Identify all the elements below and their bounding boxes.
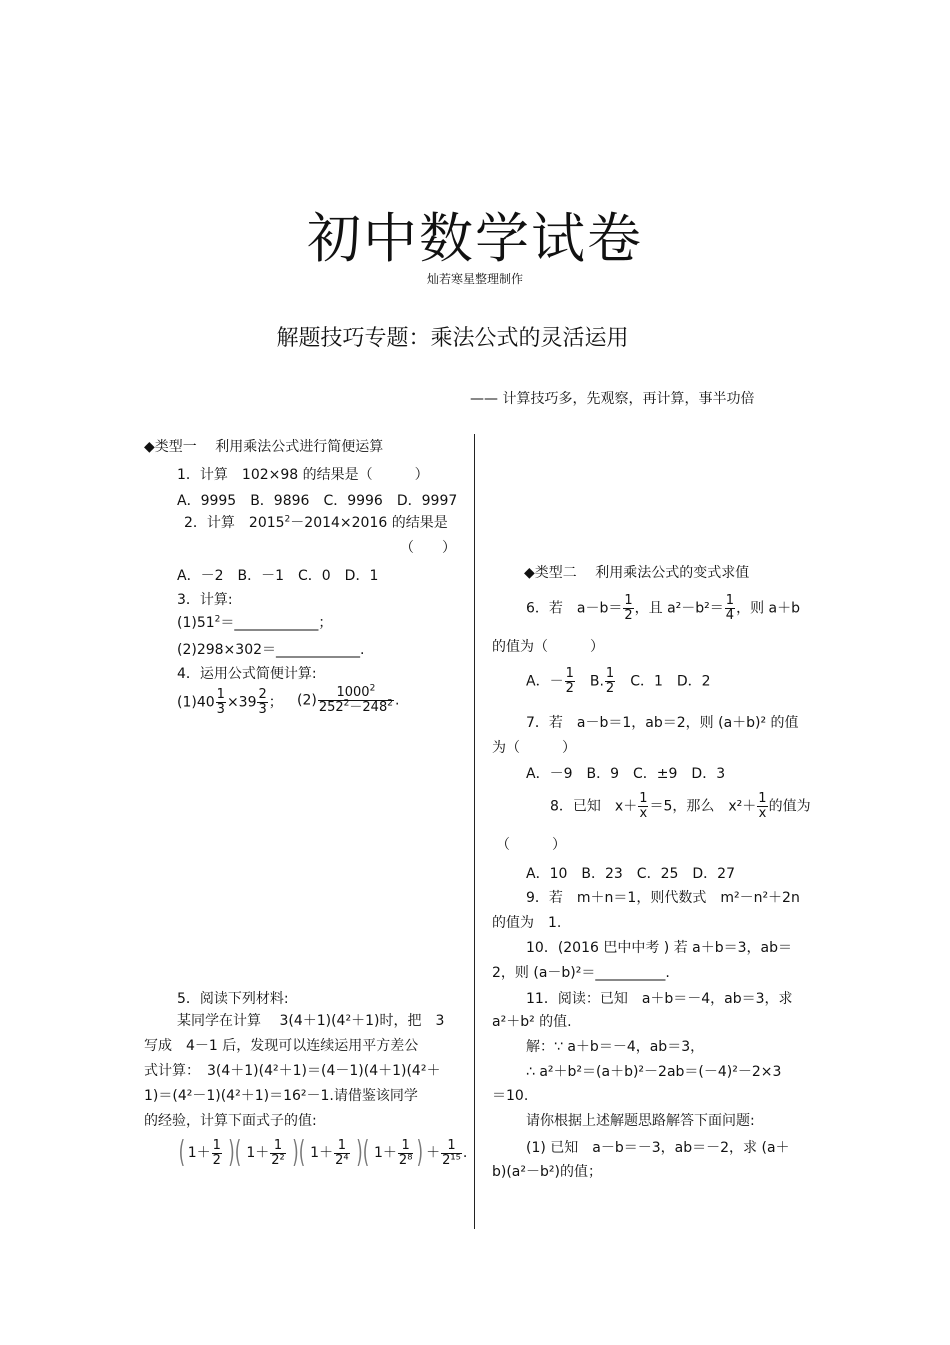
question-5-para-1: 某同学在计算 3(4＋1)(4²＋1)时，把 3 (177, 1013, 445, 1029)
question-11-solution-3: ＝10. (492, 1088, 529, 1104)
question-8-tail: （ ） (496, 837, 566, 853)
question-1: 1．计算 102×98 的结果是（ ） (177, 467, 429, 483)
question-8: 8．已知 x＋ $\frac{1}{x}$ ＝5，那么 x²＋ $\frac{1}{x}$ 的值为 (550, 791, 811, 821)
motto: —— 计算技巧多，先观察，再计算，事半功倍 (470, 391, 755, 407)
question-6-options: A．－ $\frac{1}{2}$ B. $\frac{1}{2}$ C．1 D．2 (526, 666, 711, 696)
question-2: 2．计算 $2015^2-2014\times 2016$ 的结果是 (184, 514, 448, 531)
question-3: 3．计算: (177, 592, 233, 608)
maker-credit: 灿若寒星整理制作 (426, 272, 523, 286)
question-5-para-5: 的经验，计算下面式子的值: (144, 1113, 317, 1129)
question-5-para-2: 写成 4－1 后，发现可以连续运用平方差公 (144, 1038, 419, 1054)
question-2-options: A．－2 B．－1 C．0 D．1 (177, 568, 379, 584)
question-4-1: (1)40 $\frac{1}{3}$ ×39 $\frac{2}{3}$ ； (177, 687, 283, 717)
column-divider (474, 434, 475, 1229)
type2-header: ◆类型二 利用乘法公式的变式求值 (524, 565, 750, 581)
question-4: 4．运用公式简便计算: (177, 666, 317, 682)
question-7-tail: 为（ ） (492, 740, 576, 756)
question-4-2: (2) $\frac{1000^2}{252^2-248^2}$ . (297, 683, 400, 715)
question-1-options: A．9995 B．9896 C．9996 D．9997 (177, 493, 458, 509)
question-9: 9．若 m＋n＝1，则代数式 m²－n²＋2n (526, 890, 800, 906)
question-5-para-4: 1)＝(4²－1)(4²＋1)＝16²－1.请借鉴该同学 (144, 1088, 418, 1104)
question-6: 6．若 a－b＝ $\frac{1}{2}$ ，且 a²－b²＝ $\frac{1}{4}$ ，则 a＋b (526, 593, 800, 623)
question-8-options: A．10 B．23 C．25 D．27 (526, 866, 735, 882)
topic-title: 解题技巧专题：乘法公式的灵活运用 (276, 326, 629, 351)
question-11-line-2: a²＋b² 的值. (492, 1014, 572, 1030)
question-10: 10．(2016 巴中中考 ) 若 a＋b＝3，ab＝ (526, 940, 793, 956)
question-11-instruction: 请你根据上述解题思路解答下面问题: (526, 1113, 755, 1129)
question-7: 7．若 a－b＝1，ab＝2，则 (a＋b)² 的值 (526, 715, 799, 731)
question-11-solution-2: ∴ a²＋b²＝(a＋b)²－2ab＝(－4)²－2×3 (526, 1064, 782, 1080)
page-title: 初中数学试卷 (307, 207, 643, 270)
question-3-2: (2)298×302＝____________. (177, 642, 365, 658)
question-2-blank: （ ） (400, 540, 456, 556)
question-11-part-1: (1) 已知 a－b＝－3，ab＝－2，求 (a＋ (526, 1140, 790, 1156)
question-11-part-1-tail: b)(a²－b²)的值； (492, 1164, 602, 1180)
question-6-tail: 的值为（ ） (492, 639, 604, 655)
question-5: 5．阅读下列材料: (177, 991, 289, 1007)
question-9-tail: 的值为 1. (492, 915, 562, 931)
type1-header: ◆类型一 利用乘法公式进行简便运算 (144, 439, 384, 455)
question-3-1: $(1)51^2=\_\_\_\_\_\_\_\_\_\_\_\_$； (177, 614, 333, 631)
question-11-solution-1: 解：∵ a＋b＝－4，ab＝3， (526, 1039, 705, 1055)
question-7-options: A．－9 B．9 C．±9 D．3 (526, 766, 726, 782)
question-11: 11．阅读：已知 a＋b＝－4，ab＝3，求 (526, 991, 793, 1007)
question-5-expression: ( 1＋ $\frac{1}{2}$ )( 1＋ $\frac{1}{\text{2²}}$ )( 1＋ $\frac{1}{\text{2⁴}}$ )( 1＋ $\frac{1}{\text{2⁸}}$ ) ＋ $\frac{1}{\text{2¹⁵}}$ . (178, 1135, 468, 1170)
question-5-para-3: 式计算： 3(4＋1)(4²＋1)＝(4－1)(4＋1)(4²＋ (144, 1063, 441, 1079)
question-10-tail: 2，则 (a－b)²＝__________. (492, 965, 670, 981)
